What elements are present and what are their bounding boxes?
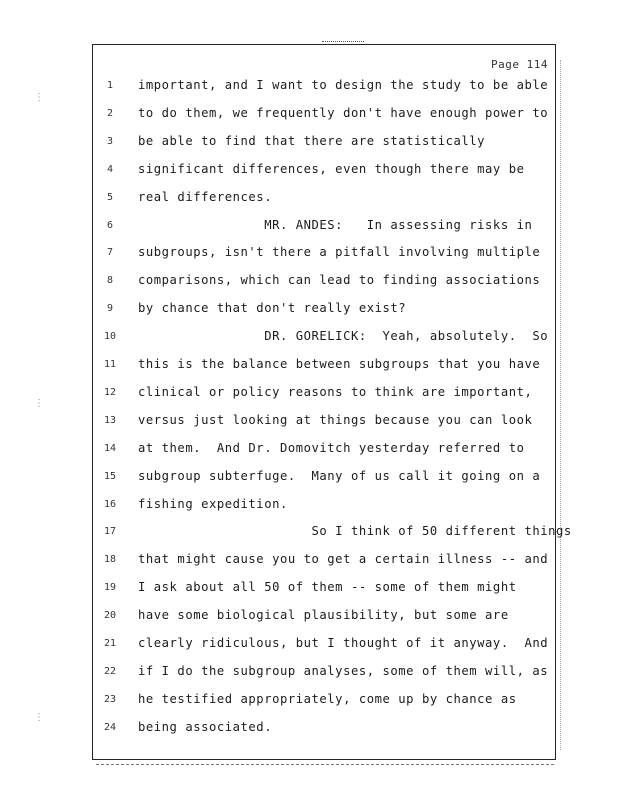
transcript-line — [100, 329, 552, 349]
line-number: 16 — [103, 498, 117, 510]
line-text: at them. And Dr. Domovitch yesterday referred to — [138, 440, 525, 455]
line-text: being associated. — [138, 719, 273, 734]
line-text: versus just looking at things because you can look — [138, 412, 533, 427]
line-number: 10 — [103, 331, 117, 343]
line-text: So I think of 50 different things — [138, 524, 572, 539]
transcript-line — [100, 78, 552, 98]
line-number: 17 — [103, 526, 117, 538]
line-number: 12 — [103, 386, 117, 398]
line-text: clearly ridiculous, but I thought of it anyway. And — [138, 636, 549, 650]
line-text: fishing expedition. — [138, 496, 288, 511]
line-number: 13 — [103, 414, 117, 426]
line-number: 15 — [103, 470, 117, 482]
line-text: significant differences, even though there may be — [138, 161, 525, 176]
transcript-line — [100, 106, 552, 126]
line-number: 2 — [106, 107, 114, 119]
line-number: 7 — [106, 247, 114, 259]
line-number: 5 — [106, 191, 114, 203]
line-number: 6 — [106, 219, 114, 231]
line-number: 14 — [103, 442, 117, 454]
transcript-line — [100, 497, 552, 517]
transcript-line — [100, 720, 552, 740]
line-text: comparisons, which can lead to finding associations — [138, 273, 541, 288]
line-number: 21 — [103, 638, 117, 649]
transcript-line — [100, 692, 552, 712]
line-text: he testified appropriately, come up by chance as — [138, 691, 517, 706]
transcript-line — [100, 552, 552, 572]
line-number: 9 — [106, 303, 114, 315]
line-text: clinical or policy reasons to think are important, — [138, 384, 533, 399]
line-number: 11 — [103, 359, 117, 370]
line-number: 8 — [106, 275, 114, 287]
line-number: 22 — [103, 665, 117, 677]
line-text: to do them, we frequently don't have enough power to — [138, 105, 549, 120]
page-number-header: Page 114 — [491, 58, 548, 71]
line-number: 1 — [106, 80, 114, 91]
line-text: have some biological plausibility, but some are — [138, 608, 509, 623]
line-number: 24 — [103, 721, 117, 733]
line-text: subgroups, isn't there a pitfall involving multiple — [138, 245, 541, 260]
line-text: be able to find that there are statistically — [138, 133, 486, 148]
transcript-line — [100, 162, 552, 182]
transcript-line — [100, 245, 552, 265]
transcript-line — [100, 385, 552, 405]
line-number: 23 — [103, 693, 117, 705]
transcript-line — [100, 441, 552, 461]
line-number: 18 — [103, 554, 117, 566]
line-text: if I do the subgroup analyses, some of them will, as — [138, 663, 549, 678]
line-text: I ask about all 50 of them -- some of them might — [138, 580, 517, 595]
line-text: real differences. — [138, 189, 273, 204]
line-number: 4 — [106, 163, 114, 175]
line-text: that might cause you to get a certain illness -- and — [138, 552, 549, 567]
transcript-line — [100, 580, 552, 600]
left-margin-mark: ⋮ — [34, 398, 44, 409]
left-margin-mark: ⋮ — [34, 92, 44, 103]
transcript-line — [100, 357, 552, 377]
transcript-line — [100, 218, 552, 238]
transcript-line — [100, 301, 552, 321]
line-text: DR. GORELICK: Yeah, absolutely. So — [138, 329, 549, 344]
transcript-line — [100, 524, 572, 544]
transcript-line — [100, 636, 552, 656]
left-margin-mark: ⋮ — [34, 712, 44, 723]
line-text: by chance that don't really exist? — [138, 301, 407, 316]
transcript-line — [100, 190, 552, 210]
transcript-line — [100, 608, 552, 628]
line-number: 19 — [103, 582, 117, 594]
transcript-line — [100, 273, 552, 293]
line-text: MR. ANDES: In assessing risks in — [138, 217, 533, 232]
transcript-line — [100, 413, 552, 433]
right-margin-ticks — [560, 60, 563, 750]
transcript-line — [100, 664, 552, 684]
bottom-scan-line — [96, 764, 554, 767]
transcript-line — [100, 469, 552, 489]
line-text: important, and I want to design the study to be able — [138, 78, 549, 92]
line-text: this is the balance between subgroups that you have — [138, 357, 541, 371]
line-number: 3 — [106, 135, 114, 147]
line-number: 20 — [103, 610, 117, 622]
transcript-line — [100, 134, 552, 154]
line-text: subgroup subterfuge. Many of us call it going on a — [138, 468, 541, 483]
